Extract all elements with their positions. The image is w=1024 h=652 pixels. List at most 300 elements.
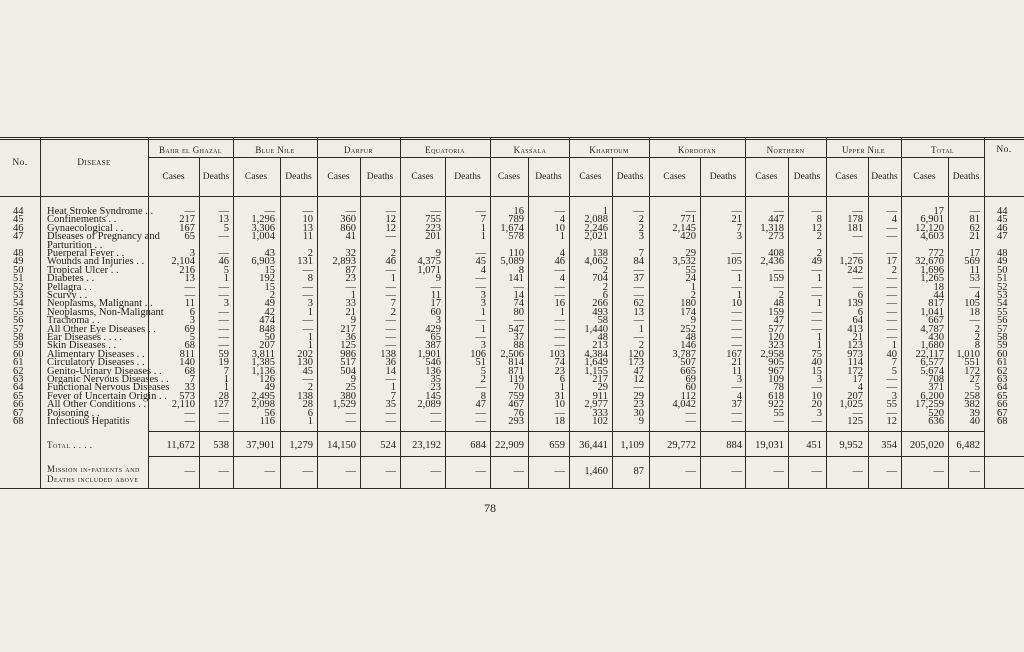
table-cell: — [852,206,863,217]
table-cell: — [385,416,396,427]
table-cell: 35 [385,399,396,410]
row-number-right: 54 [997,298,1008,309]
table-cell: — [633,265,644,276]
total-cell: 524 [380,440,396,451]
table-cell: 380 [340,391,356,402]
table-cell: 2,977 [584,399,608,410]
table-cell: 578 [508,231,524,242]
table-cell: — [345,408,356,419]
table-cell: 1 [480,231,486,242]
table-cell: 507 [680,357,696,368]
table-cell: 4,603 [920,231,944,242]
table-cell: 106 [470,349,486,360]
cases-subheader: Cases [411,172,434,182]
table-cell: 2,893 [332,256,356,267]
total-cell: 22,909 [495,440,524,451]
row-number: 50 [13,265,24,276]
table-cell: — [886,382,897,393]
table-cell: 65 [430,332,441,343]
table-cell: 1,010 [956,349,980,360]
table-cell: 55 [773,408,784,419]
table-cell: — [731,307,742,318]
row-number-right: 44 [997,206,1008,217]
table-cell: 1 [307,307,313,318]
deaths-subheader: Deaths [871,172,898,182]
table-cell: 139 [847,298,863,309]
table-cell: 2 [602,282,608,293]
table-cell: — [475,282,486,293]
table-cell: 2,145 [672,223,696,234]
table-cell: 46 [385,256,396,267]
table-cell: 17 [430,298,441,309]
table-cell: 53 [969,273,980,284]
table-cell: 1 [480,324,486,335]
region-header-bahr-el-ghazal: Bahr el Ghazal [159,145,222,155]
table-cell: — [513,315,524,326]
table-cell: 46 [554,256,565,267]
disease-name: All Other Conditions . . [47,399,147,410]
table-cell: 11 [969,265,980,276]
row-number: 66 [13,399,24,410]
table-cell: — [302,315,313,326]
table-cell: — [302,265,313,276]
table-cell: 360 [340,214,356,225]
table-cell: 29 [597,382,608,393]
table-cell: — [886,290,897,301]
table-cell: — [385,282,396,293]
table-cell: 87 [345,265,356,276]
table-cell: 12 [385,214,396,225]
table-cell: 7 [223,366,229,377]
table-cell: 181 [847,223,863,234]
table-cell: 136 [425,366,441,377]
vline-total [984,137,985,488]
table-cell: — [886,248,897,259]
table-cell: 5 [223,223,229,234]
table-cell: 21 [969,231,980,242]
table-cell: 667 [928,315,944,326]
row-number-right: 68 [997,416,1008,427]
cases-subheader: Cases [244,172,268,182]
table-cell: 12 [811,223,822,234]
table-cell: 180 [680,298,696,309]
table-cell: 1,155 [584,366,608,377]
table-cell: 408 [768,248,784,259]
table-cell: 4,042 [672,399,696,410]
table-cell: 3 [480,298,486,309]
table-cell: 48 [773,298,784,309]
table-cell: — [731,416,742,427]
table-cell: 1 [350,290,356,301]
mission-cell: — [513,466,524,477]
table-cell: 2,246 [584,223,608,234]
table-cell: 7 [736,223,742,234]
row-number-right: 53 [997,290,1008,301]
mission-cell: — [554,466,565,477]
table-cell: 242 [847,265,863,276]
table-cell: 33 [345,298,356,309]
table-cell: 29 [633,391,644,402]
table-cell: 46 [218,256,229,267]
table-cell: 103 [549,349,565,360]
table-cell: 7 [891,357,897,368]
region-header-khartoum: Khartoum [589,145,629,155]
row-number-right: 66 [997,399,1008,410]
table-cell: — [811,265,822,276]
disease-name: Alimentary Diseases . . [47,349,145,360]
deaths-subheader: Deaths [366,172,394,182]
total-cell: 354 [881,440,897,451]
total-cell: 1,279 [289,440,313,451]
table-cell: 217 [179,214,195,225]
table-cell: 36 [385,357,396,368]
table-cell: 207 [259,340,275,351]
table-cell: 6 [189,307,195,318]
table-cell: 569 [964,256,980,267]
table-cell: 636 [928,416,944,427]
table-cell: 382 [964,399,980,410]
row-number: 48 [13,248,24,259]
table-cell: 1 [736,290,742,301]
total-cell: 684 [470,440,486,451]
table-cell: — [633,282,644,293]
total-label: Total . . . . [47,440,93,450]
table-cell: 8 [974,340,980,351]
table-cell: — [731,332,742,343]
table-cell: 4 [974,290,980,301]
table-cell: — [731,282,742,293]
table-cell: 19 [218,357,229,368]
table-cell: — [302,290,313,301]
deaths-subheader: Deaths [952,172,980,182]
table-cell: 105 [726,256,742,267]
cases-subheader: Cases [835,172,858,182]
table-cell: 2,110 [171,399,195,410]
table-cell: 922 [768,399,784,410]
table-cell: — [633,315,644,326]
table-cell: 1 [307,340,313,351]
table-cell: 13 [633,307,644,318]
table-cell: 126 [259,374,275,385]
table-cell: 9 [350,315,356,326]
row-number: 64 [13,382,24,393]
table-cell: — [385,408,396,419]
table-cell: — [554,315,565,326]
table-cell: 59 [218,349,229,360]
disease-name: Neoplasms, Malignant . . [47,298,153,309]
table-cell: 69 [685,374,696,385]
table-cell: 120 [768,332,784,343]
table-cell: 116 [259,416,275,427]
table-cell: 42 [264,307,275,318]
table-cell: — [218,315,229,326]
table-cell: — [475,332,486,343]
disease-name: Functional Nervous Diseases [47,382,170,393]
cases-subheader: Cases [327,172,350,182]
table-cell: 32,670 [915,256,944,267]
table-cell: 1 [390,382,396,393]
table-cell: 1 [816,332,822,343]
table-cell: 31 [554,391,565,402]
table-cell: 2,098 [251,399,275,410]
table-cell: — [731,340,742,351]
table-cell: — [773,206,784,217]
table-cell: 21 [345,307,356,318]
total-cell: 36,441 [579,440,608,451]
table-cell: 30 [633,408,644,419]
table-cell: — [218,416,229,427]
table-cell: — [302,374,313,385]
cases-subheader: Cases [579,172,602,182]
table-cell: 217 [592,374,608,385]
table-cell: — [773,265,784,276]
table-cell: 4 [480,265,486,276]
table-cell: 5 [974,382,980,393]
table-cell: 8 [518,265,524,276]
table-cell: 1 [816,298,822,309]
table-cell: 5 [891,366,897,377]
row-number-right: 47 [997,231,1008,242]
table-cell: 62 [633,298,644,309]
table-cell: — [475,382,486,393]
table-cell: 2 [269,290,275,301]
table-cell: 123 [847,340,863,351]
table-cell: 2,089 [417,399,441,410]
cases-subheader: Cases [755,172,778,182]
disease-name: Parturition . . [47,240,103,251]
vline-no [40,137,41,488]
table-cell: 2 [638,223,644,234]
table-cell: 4 [857,382,863,393]
table-cell: 48 [597,332,608,343]
mission-cell: — [933,466,944,477]
table-cell: 114 [847,357,863,368]
table-cell: 16 [554,298,565,309]
disease-header: Disease [77,158,111,168]
table-cell: — [852,273,863,284]
table-cell: 68 [184,366,195,377]
table-cell: 140 [179,357,195,368]
table-cell: 4 [736,391,742,402]
table-cell: 47 [633,366,644,377]
table-cell: 47 [475,399,486,410]
table-cell: 6 [857,290,863,301]
table-cell: 1,296 [251,214,275,225]
table-cell: 21 [852,332,863,343]
table-cell: — [385,231,396,242]
table-cell: — [886,223,897,234]
disease-name: Confinements . . [47,214,117,225]
table-cell: 37 [633,273,644,284]
table-cell: 120 [628,349,644,360]
table-cell: 49 [264,382,275,393]
table-cell: — [685,408,696,419]
table-cell: 17 [852,374,863,385]
table-cell: 51 [475,357,486,368]
mission-cell: 87 [633,466,644,477]
table-cell: — [886,315,897,326]
table-cell: 6,901 [920,214,944,225]
table-cell: 11 [184,298,195,309]
table-cell: — [852,282,863,293]
table-cell: 15 [264,265,275,276]
table-cell: — [218,408,229,419]
table-cell: 1 [223,273,229,284]
row-number: 53 [13,290,24,301]
table-cell: 3 [638,231,644,242]
table-cell: 15 [264,282,275,293]
mission-cell: — [969,466,980,477]
table-cell: 12,120 [915,223,944,234]
cases-subheader: Cases [913,172,936,182]
table-cell: 18 [969,307,980,318]
table-cell: 9 [690,315,696,326]
table-cell: — [731,382,742,393]
table-cell: — [633,290,644,301]
row-number-right: 67 [997,408,1008,419]
table-cell: — [969,315,980,326]
table-cell: — [385,374,396,385]
disease-name: Neoplasms, Non-Malignant [47,307,164,318]
table-cell: — [184,206,195,217]
table-cell: 56 [264,408,275,419]
table-cell: 41 [345,231,356,242]
table-cell: 36 [345,332,356,343]
table-cell: 131 [297,256,313,267]
table-cell: 814 [508,357,524,368]
table-cell: 23 [633,399,644,410]
table-cell: — [852,248,863,259]
table-cell: 4 [891,214,897,225]
total-cell: 29,772 [667,440,696,451]
table-cell: — [345,206,356,217]
table-cell: 2,506 [500,349,524,360]
table-cell: 20 [811,399,822,410]
row-number: 57 [13,324,24,335]
table-cell: 1 [559,382,565,393]
disease-name: All Other Eye Diseases . . [47,324,156,335]
table-cell: 2 [816,248,822,259]
table-cell: — [773,282,784,293]
table-cell: 413 [847,324,863,335]
row-number-right: 59 [997,340,1008,351]
table-cell: 37 [731,399,742,410]
disease-name: Gynaecological . . [47,223,124,234]
table-cell: 6,903 [251,256,275,267]
table-cell: 10 [554,399,565,410]
mission-cell: — [184,466,195,477]
table-cell: — [886,408,897,419]
row-number: 59 [13,340,24,351]
table-cell: — [731,408,742,419]
table-cell: 665 [680,366,696,377]
total-cell: 11,672 [166,440,195,451]
disease-name: Wounds and Injuries . . [47,256,145,267]
table-cell: 40 [811,357,822,368]
table-cell: 37 [513,332,524,343]
table-cell: 1 [736,273,742,284]
table-cell: 1 [307,332,313,343]
total-top-rule [148,431,984,432]
table-cell: — [633,382,644,393]
table-cell: 159 [768,273,784,284]
table-cell: 430 [928,332,944,343]
region-header-kassala: Kassala [513,145,547,155]
total-cell: 9,952 [839,440,863,451]
table-cell: 141 [508,273,524,284]
table-cell: 33 [184,382,195,393]
table-cell: 102 [592,416,608,427]
mission-cell: — [385,466,396,477]
table-cell: — [475,315,486,326]
table-cell: 3 [189,315,195,326]
table-cell: 32 [345,248,356,259]
table-cell: 1 [891,340,897,351]
table-cell: 6 [307,408,313,419]
table-cell: 474 [259,315,275,326]
table-cell: 201 [425,231,441,242]
table-cell: — [731,206,742,217]
table-cell: 3 [736,374,742,385]
table-cell: 12 [886,416,897,427]
table-cell: 1,265 [920,273,944,284]
table-cell: 1 [480,223,486,234]
table-cell: 493 [592,307,608,318]
table-cell: 14 [513,290,524,301]
table-cell: 74 [513,298,524,309]
table-cell: 848 [259,324,275,335]
table-cell: — [385,206,396,217]
table-cell: 80 [513,307,524,318]
table-cell: 2 [690,290,696,301]
table-cell: 2 [307,248,313,259]
table-cell: 138 [380,349,396,360]
table-cell: 76 [513,408,524,419]
table-cell: 1 [559,307,565,318]
table-cell: — [302,206,313,217]
table-cell: 35 [430,374,441,385]
table-cell: 49 [264,298,275,309]
table-cell: 2 [638,340,644,351]
table-cell: — [811,206,822,217]
table-cell: 504 [340,366,356,377]
table-cell: 3 [480,290,486,301]
row-number-right: 50 [997,265,1008,276]
table-cell: 40 [886,349,897,360]
region-header-kordofan: Kordofan [677,145,717,155]
table-cell: 25 [345,382,356,393]
table-cell: 13 [184,273,195,284]
table-cell: 28 [302,399,313,410]
table-cell: 207 [847,391,863,402]
row-number-right: 60 [997,349,1008,360]
table-cell: 24 [685,273,696,284]
table-cell: 178 [847,214,863,225]
table-cell: — [385,324,396,335]
table-cell: — [969,282,980,293]
table-cell: 420 [680,231,696,242]
table-cell: 5 [189,332,195,343]
table-cell: 3 [435,315,441,326]
row-number: 63 [13,374,24,385]
total-cell: 19,031 [755,440,784,451]
table-cell: 6 [857,307,863,318]
table-cell: 159 [768,307,784,318]
table-cell: — [811,315,822,326]
row-number-right: 64 [997,382,1008,393]
table-cell: 13 [218,214,229,225]
table-cell: 577 [768,324,784,335]
